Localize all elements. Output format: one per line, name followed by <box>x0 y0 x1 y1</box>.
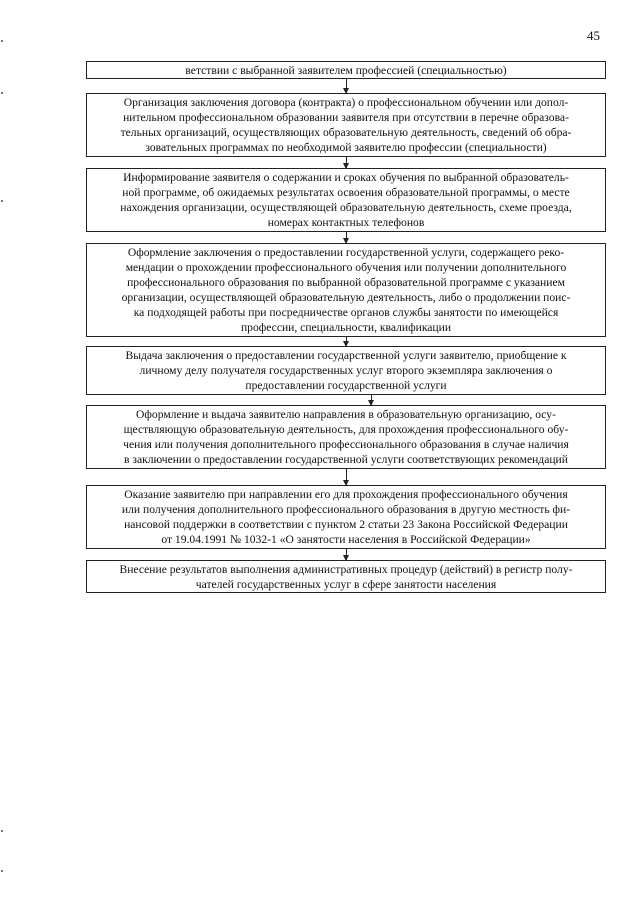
flow-step-8 <box>86 560 606 593</box>
flow-arrow <box>346 337 347 346</box>
flow-step-text: организации, осуществляющей образовательную деятельность, либо о продолжении поис- <box>121 291 571 304</box>
flow-arrow <box>346 469 347 485</box>
scan-mark <box>1 200 3 202</box>
flow-step-text: мендации о прохождении профессионального обучения или получении дополнительного <box>125 261 567 274</box>
flow-step-4 <box>86 243 606 337</box>
flow-arrow <box>346 549 347 560</box>
flow-step-text: тельных организаций, осуществляющих образовательную деятельность, сведений об обра- <box>120 126 572 139</box>
flow-step-text: чателей государственных услуг в сфере занятости населения <box>195 578 497 591</box>
flow-step-text: в заключении о предоставлении государственной услуги соответствующих рекомендаций <box>124 453 568 466</box>
page-number: 45 <box>587 28 600 43</box>
flow-step-2 <box>86 93 606 157</box>
flow-step-text: номерах контактных телефонов <box>267 216 425 229</box>
flow-step-text: предоставлении государственной услуги <box>245 379 447 392</box>
flow-step-text: Оформление заключения о предоставлении государственной услуги, содержащего реко- <box>127 246 565 259</box>
flow-step-text: Информирование заявителя о содержании и сроках обучения по выбранной образователь- <box>123 171 569 184</box>
flow-step-1 <box>86 61 606 79</box>
flow-arrow <box>346 232 347 243</box>
scan-mark <box>1 870 3 872</box>
flow-step-text: личному делу получателя государственных услуг второго экземпляра заключения о <box>139 364 553 377</box>
flow-step-text: или получения дополнительного профессионального образования в другую местность фи- <box>121 503 571 516</box>
flow-step-text: нительном профессиональном образовании заявителя при отсутствии в перечне образова- <box>123 111 569 124</box>
flow-step-text: Организация заключения договора (контракта) о профессиональном обучении или допол- <box>123 96 569 109</box>
flow-step-text: нахождения организации, осуществляющей образовательную деятельность, схеме проезда, <box>120 201 572 214</box>
flow-step-text: чения или получения дополнительного профессионального образования в случае наличия <box>123 438 569 451</box>
flow-step-3 <box>86 168 606 232</box>
scan-mark <box>1 830 3 832</box>
flow-step-text: Оформление и выдача заявителю направления в образовательную организацию, осу- <box>136 408 556 421</box>
flow-arrow <box>371 395 372 405</box>
flow-step-6 <box>86 405 606 469</box>
flow-step-7 <box>86 485 606 549</box>
flow-step-text: профессии, специальности, квалификации <box>240 321 452 334</box>
flow-step-text: ка подходящей работы при посредничестве органов службы занятости по имеющейся <box>133 306 559 319</box>
flow-step-text: от 19.04.1991 № 1032-1 «О занятости населения в Российской Федерации» <box>161 533 531 546</box>
flow-step-text: Оказание заявителю при направлении его для прохождения профессионального обучения <box>124 488 568 501</box>
flow-step-text: ществляющую образовательную деятельность, для прохождения профессионального обу- <box>123 423 569 436</box>
flow-step-text: ной программе, об ожидаемых результатах освоения образовательной программы, о месте <box>122 186 570 199</box>
flow-step-text: нансовой поддержки в соответствии с пунктом 2 статьи 23 Закона Российской Федерации <box>124 518 568 531</box>
scan-mark <box>1 92 3 94</box>
flow-step-5 <box>86 346 606 395</box>
flow-arrow <box>346 157 347 168</box>
flow-step-text: Внесение результатов выполнения административных процедур (действий) в регистр полу- <box>119 563 573 576</box>
flow-step-text: ветствии с выбранной заявителем профессией (специальностью) <box>185 64 507 77</box>
flow-step-text: профессионального образования по выбранной образовательной программе с указанием <box>127 276 565 289</box>
flow-step-text: зовательных программах по необходимой заявителю профессии (специальности) <box>145 141 547 154</box>
flow-arrow <box>346 79 347 93</box>
scan-mark <box>1 40 3 42</box>
flow-step-text: Выдача заключения о предоставлении государственной услуги заявителю, приобщение к <box>125 349 567 362</box>
